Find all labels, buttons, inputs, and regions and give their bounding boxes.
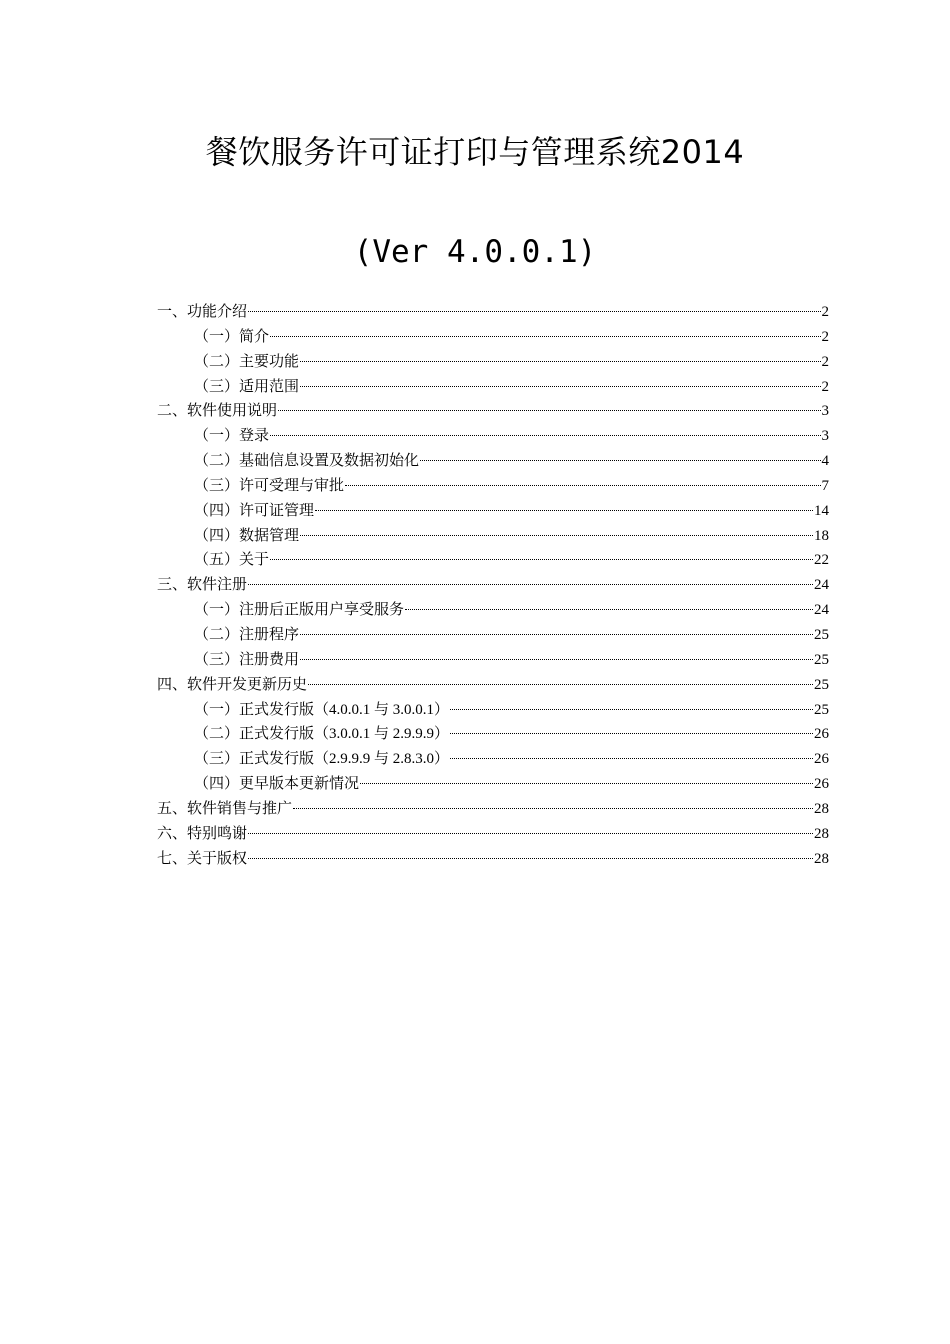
toc-section-entry[interactable]: [157, 822, 829, 847]
toc-page-number: 3: [821, 403, 829, 420]
toc-dot-leader: [405, 608, 813, 610]
toc-dot-leader: [360, 782, 813, 784]
toc-dot-leader: [450, 732, 813, 734]
toc-page-number: 24: [814, 577, 829, 594]
toc-dot-leader: [248, 583, 813, 585]
toc-page-number: 7: [821, 477, 829, 494]
toc-entry-label: （一）简介: [194, 328, 270, 345]
toc-page-number: 24: [814, 602, 829, 619]
toc-dot-leader: [300, 658, 813, 660]
toc-page-number: 25: [814, 701, 829, 718]
toc-page-number: 4: [821, 453, 829, 470]
toc-entry-label: （二）注册程序: [194, 626, 300, 643]
toc-subsection-entry[interactable]: [157, 325, 829, 350]
toc-entry-label: 七、关于版权: [157, 850, 248, 867]
toc-subsection-entry[interactable]: [157, 524, 829, 549]
toc-page-number: 2: [821, 353, 829, 370]
toc-dot-leader: [300, 534, 813, 536]
toc-entry-label: （五）关于: [194, 552, 270, 569]
toc-page-number: 14: [814, 502, 829, 519]
toc-page-number: 28: [814, 825, 829, 842]
toc-subsection-entry[interactable]: [157, 598, 829, 623]
toc-page-number: 25: [814, 651, 829, 668]
toc-subsection-entry[interactable]: [157, 698, 829, 723]
toc-dot-leader: [248, 857, 813, 859]
toc-page-number: 26: [814, 726, 829, 743]
toc-subsection-entry[interactable]: [157, 350, 829, 375]
toc-entry-label: （二）主要功能: [194, 353, 300, 370]
toc-dot-leader: [315, 509, 813, 511]
toc-entry-label: 三、软件注册: [157, 577, 248, 594]
toc-page-number: 25: [814, 676, 829, 693]
toc-subsection-entry[interactable]: [157, 747, 829, 772]
toc-dot-leader: [420, 459, 820, 461]
toc-page-number: 28: [814, 850, 829, 867]
toc-entry-label: （一）注册后正版用户享受服务: [194, 602, 405, 619]
toc-page-number: 22: [814, 552, 829, 569]
toc-subsection-entry[interactable]: [157, 772, 829, 797]
toc-subsection-entry[interactable]: [157, 548, 829, 573]
document-version: (Ver 4.0.0.1): [353, 234, 597, 270]
toc-entry-label: （一）正式发行版（4.0.0.1 与 3.0.0.1）: [194, 701, 450, 718]
toc-subsection-entry[interactable]: [157, 648, 829, 673]
toc-dot-leader: [270, 335, 820, 337]
toc-page-number: 26: [814, 776, 829, 793]
toc-page-number: 2: [821, 328, 829, 345]
toc-dot-leader: [300, 633, 813, 635]
toc-page-number: 2: [821, 304, 829, 320]
toc-subsection-entry[interactable]: [157, 449, 829, 474]
toc-entry-label: （三）正式发行版（2.9.9.9 与 2.8.3.0）: [194, 751, 450, 768]
toc-dot-leader: [248, 832, 813, 834]
toc-dot-leader: [278, 409, 820, 411]
toc-dot-leader: [300, 360, 820, 362]
toc-subsection-entry[interactable]: [157, 474, 829, 499]
toc-page-number: 18: [814, 527, 829, 544]
toc-entry-label: 六、特别鸣谢: [157, 825, 248, 842]
toc-subsection-entry[interactable]: [157, 722, 829, 747]
toc-entry-label: （二）基础信息设置及数据初始化: [194, 453, 420, 470]
toc-entry-label: （三）许可受理与审批: [194, 477, 345, 494]
toc-entry-label: 二、软件使用说明: [157, 403, 278, 420]
document-title: 餐饮服务许可证打印与管理系统2014: [205, 133, 745, 171]
toc-subsection-entry[interactable]: [157, 623, 829, 648]
table-of-contents: [157, 300, 829, 871]
toc-entry-label: （二）正式发行版（3.0.0.1 与 2.9.9.9）: [194, 726, 450, 743]
toc-dot-leader: [270, 558, 813, 560]
toc-dot-leader: [270, 434, 820, 436]
toc-subsection-entry[interactable]: [157, 499, 829, 524]
toc-section-entry[interactable]: [157, 399, 829, 424]
toc-dot-leader: [293, 807, 813, 809]
toc-subsection-entry[interactable]: [157, 375, 829, 400]
toc-section-entry[interactable]: [157, 673, 829, 698]
toc-subsection-entry[interactable]: [157, 424, 829, 449]
toc-entry-label: （一）登录: [194, 428, 270, 445]
toc-dot-leader: [300, 385, 820, 387]
toc-entry-label: （三）适用范围: [194, 378, 300, 395]
toc-entry-label: （四）许可证管理: [194, 502, 315, 519]
toc-entry-label: 一、功能介绍: [157, 304, 248, 320]
toc-page-number: 28: [814, 800, 829, 817]
toc-dot-leader: [308, 683, 813, 685]
toc-entry-label: 五、软件销售与推广: [157, 800, 293, 817]
toc-entry-label: 四、软件开发更新历史: [157, 676, 308, 693]
toc-entry-label: （三）注册费用: [194, 651, 300, 668]
toc-dot-leader: [248, 310, 820, 312]
toc-page-number: 3: [821, 428, 829, 445]
toc-dot-leader: [450, 757, 813, 759]
toc-entry-label: （四）数据管理: [194, 527, 300, 544]
toc-page-number: 26: [814, 751, 829, 768]
toc-dot-leader: [450, 708, 813, 710]
toc-section-entry[interactable]: [157, 300, 829, 325]
toc-section-entry[interactable]: [157, 847, 829, 872]
toc-page-number: 2: [821, 378, 829, 395]
toc-dot-leader: [345, 484, 820, 486]
toc-page-number: 25: [814, 626, 829, 643]
toc-section-entry[interactable]: [157, 573, 829, 598]
toc-entry-label: （四）更早版本更新情况: [194, 776, 360, 793]
toc-section-entry[interactable]: [157, 797, 829, 822]
